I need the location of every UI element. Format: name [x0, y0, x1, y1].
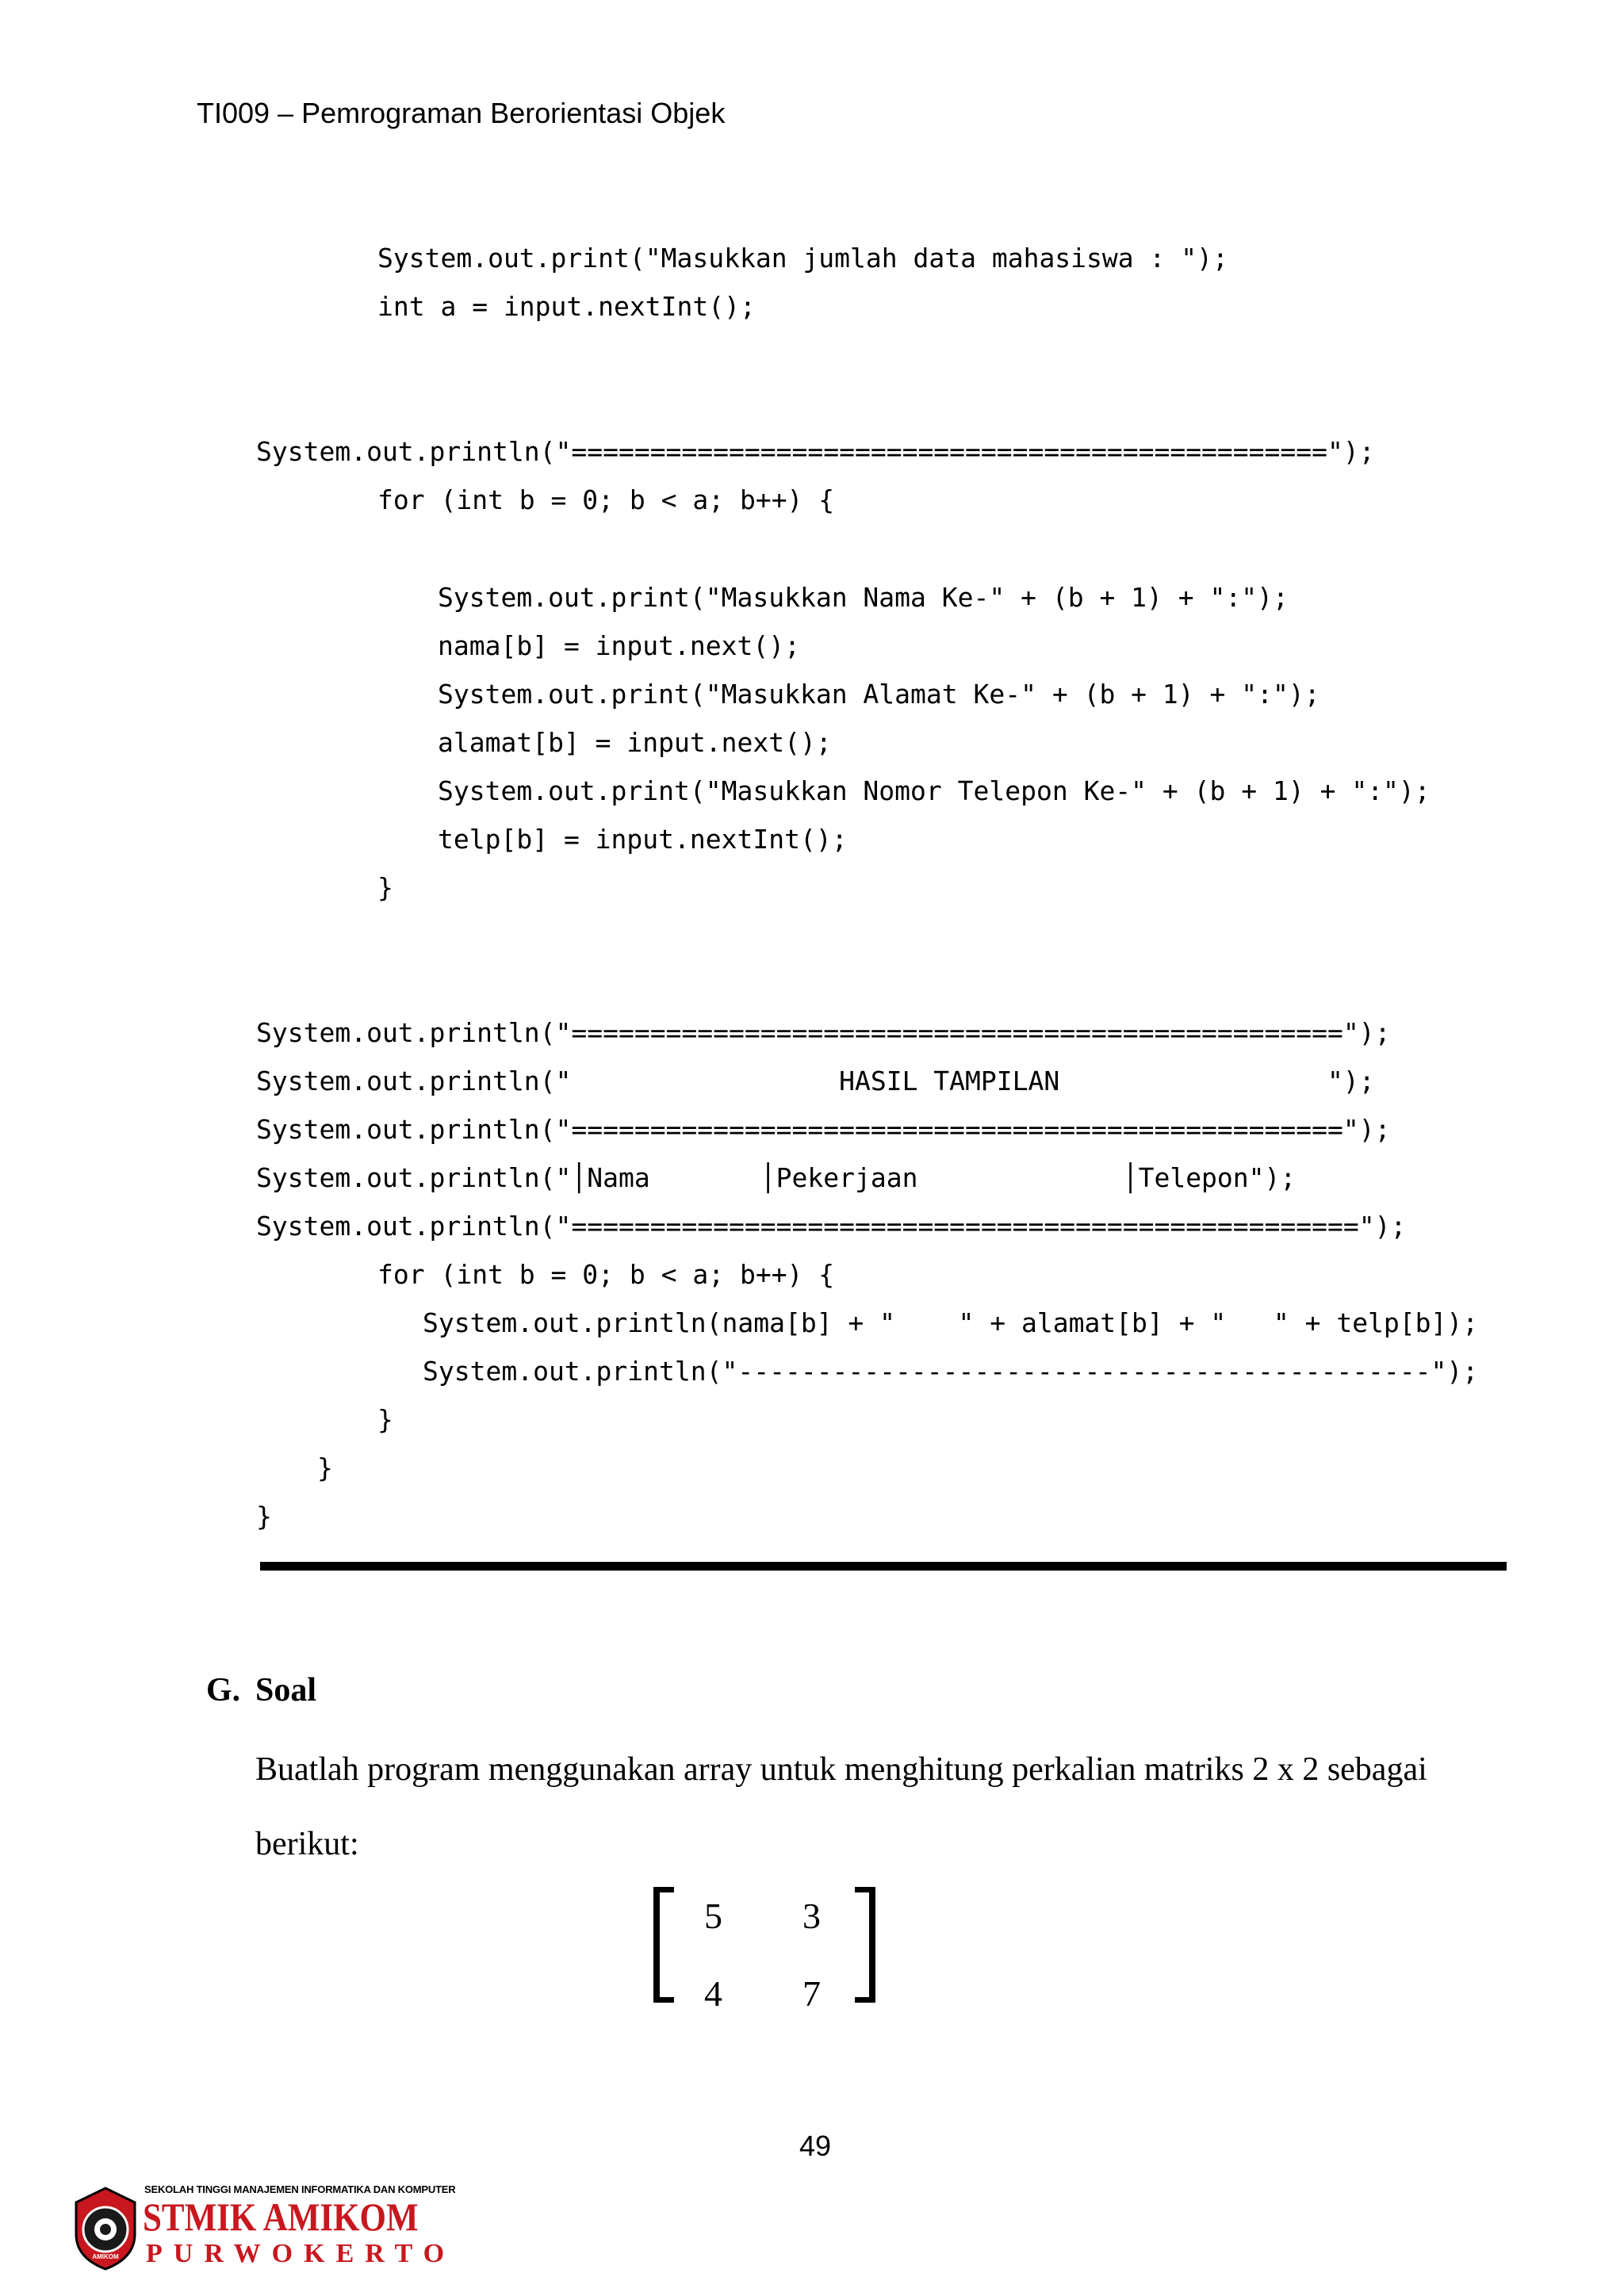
- emblem-icon: [71, 2185, 140, 2272]
- code-line: for (int b = 0; b < a; b++) {: [377, 484, 835, 515]
- code-line: System.out.println("--------------------------------------------");: [423, 1356, 1479, 1387]
- code-line: }: [317, 1452, 333, 1483]
- institution-logo: [71, 2180, 456, 2275]
- code-line: System.out.println("================================================");: [256, 436, 1375, 467]
- matrix-left-bracket: [653, 1887, 674, 2003]
- logo-name: STMIK AMIKOM: [143, 2195, 419, 2239]
- paragraph-line: berikut:: [255, 1826, 359, 1862]
- code-line: System.out.print("Masukkan Nama Ke-" + (b + 1) + ":");: [438, 582, 1289, 613]
- code-line: System.out.println("=================================================");: [256, 1017, 1391, 1048]
- code-line: System.out.print("Masukkan jumlah data mahasiswa : ");: [377, 243, 1228, 274]
- code-line: }: [256, 1501, 272, 1532]
- logo-tagline: SEKOLAH TINGGI MANAJEMEN INFORMATIKA DAN KOMPUTER: [144, 2183, 456, 2195]
- matrix-right-bracket: [855, 1887, 875, 2003]
- matrix-cell: 7: [802, 1973, 821, 2014]
- code-line: System.out.print("Masukkan Nomor Telepon Ke-" + (b + 1) + ":");: [438, 775, 1431, 806]
- section-heading: [206, 1671, 316, 1709]
- code-line: }: [377, 1404, 393, 1435]
- section-title: Soal: [255, 1672, 317, 1709]
- matrix-cell: 3: [802, 1896, 821, 1936]
- code-line: System.out.println(nama[b] + " " + alamat[b] + " " + telp[b]);: [423, 1307, 1479, 1338]
- code-line: System.out.print("Masukkan Alamat Ke-" + (b + 1) + ":");: [438, 679, 1320, 710]
- code-line: System.out.println(" HASIL TAMPILAN ");: [256, 1066, 1375, 1096]
- logo-city: PURWOKERTO: [146, 2239, 456, 2268]
- code-line: System.out.println("│Nama │Pekerjaan │Telepon");: [256, 1162, 1297, 1193]
- matrix-cell: 4: [704, 1973, 722, 2014]
- code-line: int a = input.nextInt();: [377, 291, 756, 322]
- code-line: telp[b] = input.nextInt();: [438, 824, 848, 855]
- code-line: for (int b = 0; b < a; b++) {: [377, 1259, 835, 1290]
- matrix-2x2: [650, 1887, 880, 2014]
- section-number: G.: [206, 1672, 241, 1709]
- page-number: 49: [799, 2130, 832, 2162]
- code-line: }: [377, 872, 393, 903]
- code-line: nama[b] = input.next();: [438, 630, 800, 661]
- running-header: TI009 – Pemrograman Berorientasi Objek: [197, 97, 726, 129]
- paragraph-line: Buatlah program menggunakan array untuk menghitung perkalian matriks 2 x 2 sebagai: [255, 1751, 1427, 1788]
- code-line: System.out.println("==================================================");: [256, 1211, 1407, 1242]
- emblem-text: AMIKOM: [92, 2253, 119, 2260]
- code-line: alamat[b] = input.next();: [438, 727, 832, 758]
- code-line: System.out.println("=================================================");: [256, 1114, 1391, 1145]
- matrix-cell: 5: [704, 1896, 722, 1936]
- code-end-divider: [260, 1562, 1507, 1571]
